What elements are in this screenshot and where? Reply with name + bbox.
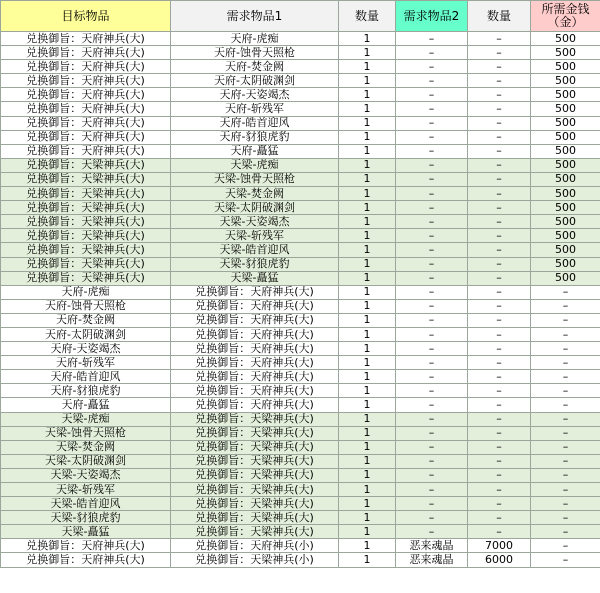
required-item-2-cell: – (396, 74, 468, 88)
quantity-1-cell: 1 (339, 215, 396, 229)
required-item-1-cell: 兑换御旨：天梁神兵(小) (171, 553, 339, 567)
quantity-1-cell: 1 (339, 130, 396, 144)
header-gold-cost (531, 1, 600, 32)
gold-cost-cell: 500 (531, 243, 600, 257)
target-item-cell: 兑换御旨：天梁神兵(大) (1, 229, 171, 243)
gold-cost-cell: 500 (531, 60, 600, 74)
quantity-2-cell: – (468, 483, 531, 497)
quantity-1-cell: 1 (339, 511, 396, 525)
gold-cost-cell: – (531, 342, 600, 356)
table-row (1, 497, 600, 511)
gold-cost-cell: – (531, 525, 600, 539)
required-item-1-cell: 天梁-太阴破渊剑 (171, 201, 339, 215)
quantity-2-cell: – (468, 257, 531, 271)
target-item-cell: 天梁-斩残军 (1, 483, 171, 497)
quantity-2-cell: – (468, 398, 531, 412)
header-required-item-1: 需求物品1 (171, 1, 339, 32)
quantity-1-cell: 1 (339, 356, 396, 370)
required-item-1-cell: 天梁-蚀骨天照枪 (171, 172, 339, 186)
required-item-1-cell: 兑换御旨：天梁神兵(大) (171, 525, 339, 539)
table-row (1, 88, 600, 102)
header-target-item: 目标物品 (1, 1, 171, 32)
target-item-cell: 天梁-天姿竭杰 (1, 468, 171, 482)
quantity-1-cell: 1 (339, 60, 396, 74)
target-item-cell: 天府-天姿竭杰 (1, 342, 171, 356)
quantity-1-cell: 1 (339, 201, 396, 215)
required-item-2-cell: – (396, 102, 468, 116)
required-item-2-cell: – (396, 483, 468, 497)
quantity-1-cell: 1 (339, 88, 396, 102)
required-item-1-cell: 天府-虎痴 (171, 32, 339, 46)
quantity-1-cell: 1 (339, 74, 396, 88)
target-item-cell: 天梁-蚀骨天照枪 (1, 426, 171, 440)
gold-cost-cell: – (531, 468, 600, 482)
required-item-1-cell: 天府-矗猛 (171, 144, 339, 158)
table-row (1, 32, 600, 46)
quantity-1-cell: 1 (339, 539, 396, 553)
required-item-1-cell: 兑换御旨：天府神兵(大) (171, 370, 339, 384)
gold-cost-cell: – (531, 370, 600, 384)
table-row (1, 243, 600, 257)
table-row (1, 158, 600, 172)
target-item-cell: 兑换御旨：天府神兵(大) (1, 46, 171, 60)
target-item-cell: 天梁-虎痴 (1, 412, 171, 426)
gold-cost-cell: – (531, 511, 600, 525)
required-item-2-cell: – (396, 511, 468, 525)
gold-cost-cell: 500 (531, 88, 600, 102)
quantity-1-cell: 1 (339, 144, 396, 158)
gold-cost-cell: – (531, 313, 600, 327)
gold-cost-cell: 500 (531, 257, 600, 271)
gold-cost-cell: – (531, 440, 600, 454)
required-item-2-cell: – (396, 229, 468, 243)
table-row (1, 271, 600, 285)
table-row (1, 327, 600, 341)
target-item-cell: 天府-豺狼虎豹 (1, 384, 171, 398)
required-item-2-cell: – (396, 116, 468, 130)
quantity-1-cell: 1 (339, 313, 396, 327)
quantity-2-cell: – (468, 497, 531, 511)
quantity-1-cell: 1 (339, 454, 396, 468)
gold-cost-cell: – (531, 384, 600, 398)
gold-cost-cell: – (531, 412, 600, 426)
quantity-2-cell: – (468, 327, 531, 341)
required-item-1-cell: 天梁-焚金阙 (171, 187, 339, 201)
table-row (1, 370, 600, 384)
quantity-2-cell: – (468, 88, 531, 102)
required-item-1-cell: 兑换御旨：天府神兵(大) (171, 327, 339, 341)
quantity-1-cell: 1 (339, 158, 396, 172)
quantity-1-cell: 1 (339, 342, 396, 356)
quantity-1-cell: 1 (339, 370, 396, 384)
target-item-cell: 天府-蚀骨天照枪 (1, 299, 171, 313)
required-item-2-cell: 恶来魂晶 (396, 553, 468, 567)
quantity-2-cell: – (468, 370, 531, 384)
required-item-2-cell: – (396, 46, 468, 60)
table-row (1, 440, 600, 454)
quantity-1-cell: 1 (339, 46, 396, 60)
required-item-1-cell: 兑换御旨：天府神兵(大) (171, 398, 339, 412)
quantity-1-cell: 1 (339, 243, 396, 257)
quantity-1-cell: 1 (339, 257, 396, 271)
quantity-1-cell: 1 (339, 412, 396, 426)
table-row (1, 454, 600, 468)
quantity-2-cell: – (468, 299, 531, 313)
required-item-2-cell: – (396, 412, 468, 426)
gold-cost-cell: 500 (531, 271, 600, 285)
required-item-1-cell: 兑换御旨：天府神兵(大) (171, 313, 339, 327)
required-item-1-cell: 兑换御旨：天梁神兵(大) (171, 454, 339, 468)
quantity-1-cell: 1 (339, 172, 396, 186)
quantity-1-cell: 1 (339, 299, 396, 313)
quantity-2-cell: – (468, 525, 531, 539)
quantity-2-cell: – (468, 440, 531, 454)
required-item-2-cell: – (396, 356, 468, 370)
table-row (1, 299, 600, 313)
required-item-2-cell: – (396, 468, 468, 482)
quantity-1-cell: 1 (339, 426, 396, 440)
required-item-1-cell: 天梁-天姿竭杰 (171, 215, 339, 229)
quantity-1-cell: 1 (339, 440, 396, 454)
table-row (1, 384, 600, 398)
target-item-cell: 天梁-矗猛 (1, 525, 171, 539)
quantity-2-cell: – (468, 384, 531, 398)
required-item-1-cell: 天梁-豺狼虎豹 (171, 257, 339, 271)
table-row (1, 74, 600, 88)
gold-cost-cell: 500 (531, 32, 600, 46)
required-item-2-cell: – (396, 313, 468, 327)
required-item-2-cell: – (396, 130, 468, 144)
required-item-2-cell: – (396, 299, 468, 313)
required-item-1-cell: 兑换御旨：天府神兵(大) (171, 356, 339, 370)
quantity-2-cell: – (468, 60, 531, 74)
quantity-2-cell: – (468, 187, 531, 201)
target-item-cell: 天梁-豺狼虎豹 (1, 511, 171, 525)
quantity-2-cell: – (468, 412, 531, 426)
target-item-cell: 天府-焚金阙 (1, 313, 171, 327)
target-item-cell: 天府-皓首迎风 (1, 370, 171, 384)
target-item-cell: 兑换御旨：天府神兵(大) (1, 60, 171, 74)
gold-cost-cell: – (531, 327, 600, 341)
required-item-2-cell: – (396, 271, 468, 285)
required-item-1-cell: 兑换御旨：天府神兵(大) (171, 384, 339, 398)
header-quantity-1: 数量 (339, 1, 396, 32)
quantity-1-cell: 1 (339, 384, 396, 398)
quantity-1-cell: 1 (339, 187, 396, 201)
required-item-1-cell: 天府-太阴破渊剑 (171, 74, 339, 88)
table-row (1, 553, 600, 567)
required-item-1-cell: 天梁-皓首迎风 (171, 243, 339, 257)
table-row (1, 60, 600, 74)
gold-cost-cell: 500 (531, 130, 600, 144)
required-item-1-cell: 天府-焚金阙 (171, 60, 339, 74)
target-item-cell: 兑换御旨：天梁神兵(大) (1, 201, 171, 215)
quantity-1-cell: 1 (339, 229, 396, 243)
required-item-2-cell: – (396, 257, 468, 271)
quantity-2-cell: – (468, 454, 531, 468)
required-item-1-cell: 兑换御旨：天梁神兵(大) (171, 483, 339, 497)
table-row (1, 172, 600, 186)
target-item-cell: 兑换御旨：天梁神兵(大) (1, 271, 171, 285)
required-item-1-cell: 兑换御旨：天府神兵(小) (171, 539, 339, 553)
required-item-1-cell: 兑换御旨：天府神兵(大) (171, 285, 339, 299)
required-item-2-cell: – (396, 158, 468, 172)
gold-cost-cell: – (531, 356, 600, 370)
required-item-1-cell: 天府-斩残军 (171, 102, 339, 116)
header-quantity-2: 数量 (468, 1, 531, 32)
table-row (1, 285, 600, 299)
required-item-1-cell: 兑换御旨：天梁神兵(大) (171, 426, 339, 440)
target-item-cell: 兑换御旨：天府神兵(大) (1, 102, 171, 116)
table-row (1, 229, 600, 243)
target-item-cell: 兑换御旨：天府神兵(大) (1, 32, 171, 46)
quantity-2-cell: – (468, 426, 531, 440)
target-item-cell: 天梁-皓首迎风 (1, 497, 171, 511)
gold-cost-cell: 500 (531, 158, 600, 172)
quantity-2-cell: 6000 (468, 553, 531, 567)
target-item-cell: 天府-太阴破渊剑 (1, 327, 171, 341)
quantity-2-cell: – (468, 243, 531, 257)
quantity-2-cell: – (468, 215, 531, 229)
table-row (1, 468, 600, 482)
target-item-cell: 天梁-太阴破渊剑 (1, 454, 171, 468)
required-item-2-cell: – (396, 144, 468, 158)
target-item-cell: 兑换御旨：天府神兵(大) (1, 539, 171, 553)
required-item-2-cell: – (396, 172, 468, 186)
required-item-1-cell: 天梁-矗猛 (171, 271, 339, 285)
target-item-cell: 兑换御旨：天府神兵(大) (1, 74, 171, 88)
quantity-1-cell: 1 (339, 285, 396, 299)
table-row (1, 257, 600, 271)
table-body (1, 32, 600, 568)
table-row (1, 426, 600, 440)
required-item-1-cell: 天府-蚀骨天照枪 (171, 46, 339, 60)
quantity-2-cell: – (468, 32, 531, 46)
gold-cost-cell: – (531, 285, 600, 299)
required-item-1-cell: 兑换御旨：天府神兵(大) (171, 342, 339, 356)
quantity-2-cell: 7000 (468, 539, 531, 553)
gold-cost-cell: – (531, 426, 600, 440)
quantity-2-cell: – (468, 130, 531, 144)
quantity-1-cell: 1 (339, 497, 396, 511)
required-item-1-cell: 兑换御旨：天梁神兵(大) (171, 412, 339, 426)
quantity-1-cell: 1 (339, 483, 396, 497)
gold-cost-cell: 500 (531, 116, 600, 130)
target-item-cell: 兑换御旨：天梁神兵(大) (1, 257, 171, 271)
quantity-1-cell: 1 (339, 32, 396, 46)
required-item-2-cell: 恶来魂晶 (396, 539, 468, 553)
target-item-cell: 兑换御旨：天梁神兵(大) (1, 172, 171, 186)
gold-cost-cell: 500 (531, 144, 600, 158)
table-row (1, 116, 600, 130)
table-row (1, 144, 600, 158)
gold-cost-cell: 500 (531, 46, 600, 60)
quantity-2-cell: – (468, 102, 531, 116)
quantity-2-cell: – (468, 271, 531, 285)
target-item-cell: 兑换御旨：天梁神兵(大) (1, 158, 171, 172)
required-item-2-cell: – (396, 426, 468, 440)
table-row (1, 511, 600, 525)
gold-cost-cell: – (531, 454, 600, 468)
required-item-1-cell: 天府-天姿竭杰 (171, 88, 339, 102)
quantity-1-cell: 1 (339, 327, 396, 341)
quantity-2-cell: – (468, 313, 531, 327)
quantity-2-cell: – (468, 144, 531, 158)
required-item-2-cell: – (396, 243, 468, 257)
quantity-2-cell: – (468, 74, 531, 88)
required-item-2-cell: – (396, 454, 468, 468)
header-required-item-2: 需求物品2 (396, 1, 468, 32)
required-item-2-cell: – (396, 201, 468, 215)
table-row (1, 342, 600, 356)
gold-cost-cell: 500 (531, 215, 600, 229)
target-item-cell: 兑换御旨：天梁神兵(大) (1, 243, 171, 257)
quantity-1-cell: 1 (339, 398, 396, 412)
table-row (1, 483, 600, 497)
gold-cost-cell: – (531, 299, 600, 313)
target-item-cell: 兑换御旨：天府神兵(大) (1, 144, 171, 158)
quantity-2-cell: – (468, 201, 531, 215)
required-item-2-cell: – (396, 32, 468, 46)
required-item-1-cell: 兑换御旨：天梁神兵(大) (171, 468, 339, 482)
quantity-2-cell: – (468, 116, 531, 130)
quantity-2-cell: – (468, 229, 531, 243)
header-row (1, 1, 600, 32)
required-item-2-cell: – (396, 497, 468, 511)
required-item-2-cell: – (396, 525, 468, 539)
target-item-cell: 兑换御旨：天府神兵(大) (1, 88, 171, 102)
gold-cost-cell: 500 (531, 187, 600, 201)
required-item-2-cell: – (396, 88, 468, 102)
quantity-2-cell: – (468, 468, 531, 482)
target-item-cell: 兑换御旨：天梁神兵(大) (1, 215, 171, 229)
required-item-1-cell: 天府-皓首迎风 (171, 116, 339, 130)
required-item-1-cell: 兑换御旨：天梁神兵(大) (171, 440, 339, 454)
quantity-1-cell: 1 (339, 102, 396, 116)
gold-cost-cell: – (531, 497, 600, 511)
gold-cost-cell: 500 (531, 201, 600, 215)
required-item-1-cell: 天梁-斩残军 (171, 229, 339, 243)
table-row (1, 356, 600, 370)
quantity-2-cell: – (468, 511, 531, 525)
target-item-cell: 兑换御旨：天府神兵(大) (1, 130, 171, 144)
table-row (1, 102, 600, 116)
table-row (1, 215, 600, 229)
target-item-cell: 兑换御旨：天府神兵(大) (1, 553, 171, 567)
quantity-1-cell: 1 (339, 525, 396, 539)
required-item-2-cell: – (396, 342, 468, 356)
quantity-1-cell: 1 (339, 468, 396, 482)
target-item-cell: 兑换御旨：天府神兵(大) (1, 116, 171, 130)
quantity-2-cell: – (468, 342, 531, 356)
target-item-cell: 天府-斩残军 (1, 356, 171, 370)
table-row (1, 525, 600, 539)
quantity-2-cell: – (468, 158, 531, 172)
table-row (1, 187, 600, 201)
table-row (1, 398, 600, 412)
required-item-2-cell: – (396, 384, 468, 398)
required-item-1-cell: 兑换御旨：天府神兵(大) (171, 299, 339, 313)
quantity-2-cell: – (468, 356, 531, 370)
required-item-2-cell: – (396, 370, 468, 384)
quantity-2-cell: – (468, 285, 531, 299)
gold-cost-cell: 500 (531, 229, 600, 243)
target-item-cell: 天梁-焚金阙 (1, 440, 171, 454)
header-gold-cost-label: 所需金钱（金） (541, 2, 590, 29)
table-row (1, 539, 600, 553)
required-item-1-cell: 天府-豺狼虎豹 (171, 130, 339, 144)
required-item-2-cell: – (396, 215, 468, 229)
required-item-1-cell: 兑换御旨：天梁神兵(大) (171, 511, 339, 525)
required-item-1-cell: 兑换御旨：天梁神兵(大) (171, 497, 339, 511)
gold-cost-cell: 500 (531, 172, 600, 186)
required-item-2-cell: – (396, 187, 468, 201)
required-item-1-cell: 天梁-虎痴 (171, 158, 339, 172)
target-item-cell: 天府-虎痴 (1, 285, 171, 299)
table-row (1, 313, 600, 327)
table-row (1, 201, 600, 215)
gold-cost-cell: 500 (531, 102, 600, 116)
table-row (1, 130, 600, 144)
gold-cost-cell: – (531, 483, 600, 497)
required-item-2-cell: – (396, 440, 468, 454)
quantity-1-cell: 1 (339, 553, 396, 567)
gold-cost-cell: – (531, 398, 600, 412)
quantity-1-cell: 1 (339, 271, 396, 285)
required-item-2-cell: – (396, 60, 468, 74)
gold-cost-cell: – (531, 553, 600, 567)
required-item-2-cell: – (396, 398, 468, 412)
quantity-1-cell: 1 (339, 116, 396, 130)
table-row (1, 46, 600, 60)
quantity-2-cell: – (468, 172, 531, 186)
required-item-2-cell: – (396, 327, 468, 341)
target-item-cell: 兑换御旨：天梁神兵(大) (1, 187, 171, 201)
target-item-cell: 天府-矗猛 (1, 398, 171, 412)
table-row (1, 412, 600, 426)
required-item-2-cell: – (396, 285, 468, 299)
gold-cost-cell: – (531, 539, 600, 553)
gold-cost-cell: 500 (531, 74, 600, 88)
quantity-2-cell: – (468, 46, 531, 60)
